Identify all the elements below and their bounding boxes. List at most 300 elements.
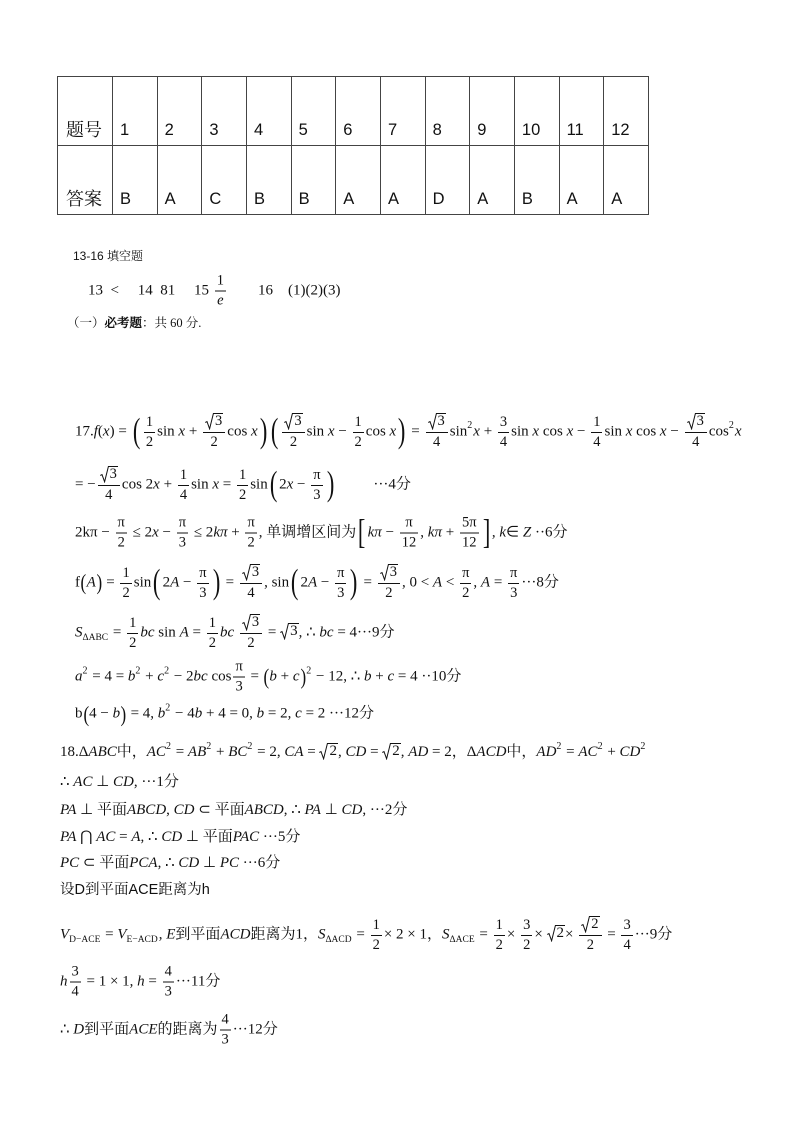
math-text: =: [366, 744, 383, 760]
square-root: [687, 413, 705, 430]
math-text: sin: [191, 476, 213, 493]
superscript: 2: [135, 665, 141, 677]
math-text: b: [75, 705, 83, 722]
math-text: cos: [365, 423, 390, 440]
math-variable: Z: [522, 524, 532, 541]
denominator: [282, 433, 304, 451]
math-variable: S: [75, 624, 83, 641]
square-root: [428, 413, 446, 430]
math-variable: V: [117, 926, 127, 943]
math-variable: CD: [619, 744, 641, 760]
radical-sign-icon: [687, 413, 696, 430]
math-text: 13 < 14 81 15: [88, 282, 213, 299]
math-text: = 1 × 1,: [82, 973, 138, 990]
math-text: =: [101, 926, 118, 943]
math-text: ,: [420, 524, 428, 541]
numerator: [197, 565, 208, 584]
math-text: 4: [221, 1011, 229, 1028]
math-text: =: [303, 744, 320, 760]
numerator: [426, 413, 448, 433]
math-text: =: [475, 926, 492, 943]
math-text: 3: [337, 584, 345, 601]
math-text: 3: [221, 1031, 229, 1048]
fraction: [311, 467, 322, 504]
math-text: =: [603, 926, 620, 943]
q18-step-4: [60, 827, 300, 847]
math-variable: AD: [408, 744, 429, 760]
math-text: 2: [208, 634, 216, 651]
numerator: [215, 273, 226, 292]
math-variable: CD: [113, 774, 134, 790]
numerator: [240, 564, 262, 584]
math-text: + 4 = 0,: [202, 705, 257, 722]
fraction: [508, 565, 519, 602]
square-root: [380, 564, 398, 581]
fraction: [353, 414, 364, 451]
math-text: π: [510, 564, 518, 581]
math-variable: E: [166, 926, 176, 943]
math-text: 4 −: [89, 705, 113, 722]
square-root: [547, 925, 566, 942]
math-text: 1: [593, 413, 601, 430]
math-variable: a: [75, 668, 83, 685]
fraction: [163, 964, 174, 1001]
math-text: +: [185, 423, 202, 440]
math-text: , ∴: [283, 802, 305, 818]
fraction: [197, 565, 208, 602]
radicand: 3: [251, 614, 260, 630]
answer-row: [58, 146, 649, 215]
math-text: 3: [510, 584, 518, 601]
radical-sign-icon: [382, 743, 391, 760]
fraction: [460, 565, 471, 602]
denominator: [521, 936, 532, 954]
math-variable: bc: [219, 624, 235, 641]
math-text: +: [479, 423, 496, 440]
q17-step-3: [75, 515, 567, 552]
math-text: ⊥ 平面: [182, 829, 233, 845]
fraction: [378, 564, 400, 602]
math-text: ···11分: [175, 973, 221, 990]
math-text: 3: [499, 413, 508, 430]
question-number-row: [58, 77, 649, 146]
fraction: [460, 515, 479, 552]
superscript: 2: [306, 665, 312, 677]
math-text: 2: [372, 936, 380, 953]
math-text: −: [666, 423, 683, 440]
fraction: [203, 413, 225, 451]
math-text: sin: [154, 624, 180, 641]
math-variable: h: [137, 973, 145, 990]
math-text: =: [352, 926, 369, 943]
math-variable: CD: [173, 802, 195, 818]
numerator: [498, 414, 509, 433]
denominator: [460, 584, 471, 602]
delimiter: (: [80, 570, 87, 596]
numerator: [685, 413, 707, 433]
numerator: [70, 964, 81, 983]
math-variable: AD: [536, 744, 557, 760]
denominator: [163, 983, 174, 1001]
math-text: 3: [71, 963, 79, 980]
math-text: −: [293, 476, 310, 493]
math-text: π: [337, 564, 345, 581]
math-variable: S: [317, 926, 326, 943]
numerator: [311, 467, 322, 486]
math-text: =: [359, 574, 376, 591]
math-text: 1: [179, 466, 188, 483]
square-root: [319, 743, 338, 760]
math-text: , ∴: [298, 624, 320, 641]
numerator: [163, 964, 174, 983]
subscript: ΔACD: [325, 935, 352, 946]
math-text: 4: [692, 434, 700, 450]
delimiter: ): [300, 664, 306, 690]
math-variable: AC: [578, 744, 598, 760]
square-root: [242, 564, 260, 581]
math-variable: PA: [304, 802, 321, 818]
math-text: −: [317, 574, 334, 591]
section-suffix: ：共 60 分.: [142, 316, 202, 330]
math-text: = −: [75, 476, 96, 493]
math-variable: A: [307, 574, 318, 591]
math-text: =: [246, 668, 263, 685]
math-text: ···6分: [238, 855, 281, 871]
math-variable: AC: [146, 744, 166, 760]
q18-step-3: [60, 800, 407, 820]
denominator: [494, 936, 505, 954]
fraction: [178, 467, 189, 504]
math-text: sin: [133, 574, 152, 591]
math-text: =: [264, 624, 281, 641]
fraction: [498, 414, 509, 451]
question-number-cell: 8: [425, 77, 470, 146]
math-text: 4: [247, 585, 255, 601]
denominator: [579, 936, 601, 954]
math-variable: x: [473, 423, 480, 440]
answer-cell: A: [157, 146, 202, 215]
math-text: ···9分: [634, 926, 673, 943]
math-variable: CD: [161, 829, 183, 845]
math-text: 1: [208, 614, 216, 631]
denominator: [116, 534, 127, 552]
large-delimiter: (: [269, 465, 278, 504]
fraction: [621, 917, 632, 954]
math-text: −: [334, 423, 351, 440]
denominator: [98, 486, 120, 504]
radicand: 2: [329, 743, 337, 759]
radicand: 2: [591, 916, 599, 932]
math-text: −: [179, 574, 196, 591]
radicand: 3: [290, 623, 298, 640]
section-prefix: （一）: [67, 316, 105, 330]
math-variable: PAC: [232, 829, 260, 845]
radicand: 2: [556, 925, 565, 942]
square-root: [205, 413, 223, 430]
numerator: [378, 564, 400, 584]
math-text: π: [313, 466, 321, 483]
fraction: [591, 414, 602, 451]
math-variable: x: [734, 423, 742, 440]
math-text: 3: [178, 534, 187, 551]
radicand: 3: [294, 413, 302, 429]
math-text: ≤ 2: [128, 524, 153, 541]
math-variable: x: [251, 423, 258, 440]
radical-sign-icon: [205, 413, 214, 430]
math-variable: A: [131, 829, 141, 845]
math-variable: CD: [341, 802, 363, 818]
math-text: 设D到平面ACE距离为h: [60, 882, 210, 898]
math-variable: PA: [60, 802, 77, 818]
math-text: 1: [216, 272, 224, 289]
denominator: [591, 433, 602, 451]
numerator: [494, 917, 505, 936]
fraction: [371, 917, 382, 954]
math-text: f: [75, 574, 80, 591]
math-text: 2: [247, 635, 255, 651]
math-text: sin: [511, 423, 533, 440]
answer-cell: B: [291, 146, 336, 215]
subscript: ΔABC: [82, 633, 109, 644]
math-text: = 2,: [253, 744, 285, 760]
math-variable: PC: [219, 855, 239, 871]
math-variable: AC: [96, 829, 116, 845]
superscript: 2: [206, 741, 212, 752]
math-text: 3: [164, 983, 172, 1000]
math-text: ⋂: [76, 829, 97, 845]
math-text: = 4,: [126, 705, 158, 722]
math-text: ∴: [60, 774, 74, 790]
math-text: ≤ 2: [190, 524, 214, 541]
math-text: 到平面: [84, 1021, 130, 1038]
square-root: [284, 413, 302, 430]
math-text: ···8分: [521, 574, 559, 591]
section-heading: [67, 313, 201, 333]
math-text: =: [407, 423, 424, 440]
math-text: 2: [462, 584, 470, 601]
math-text: 2: [129, 634, 137, 651]
numerator: [207, 615, 218, 634]
math-text: cos: [632, 423, 660, 440]
math-text: π: [247, 514, 255, 531]
math-variable: x: [625, 423, 633, 440]
numerator: [177, 515, 188, 534]
numerator: [621, 917, 632, 936]
math-variable: x: [659, 423, 667, 440]
math-text: ⊂ 平面: [194, 802, 245, 818]
denominator: [127, 634, 138, 652]
delimiter: ): [96, 570, 103, 596]
superscript: 2: [597, 741, 603, 752]
numerator: [400, 515, 419, 534]
math-variable: A: [480, 574, 491, 591]
denominator: [220, 1031, 231, 1049]
q18-step-7: [60, 916, 672, 954]
math-text: =: [221, 574, 238, 591]
math-text: = 2,: [264, 705, 296, 722]
math-text: −: [158, 524, 175, 541]
math-text: 18.Δ: [60, 744, 89, 760]
fraction: [237, 467, 248, 504]
q17-step-2: [75, 466, 411, 504]
denominator: [371, 936, 382, 954]
fraction: [98, 466, 120, 504]
math-variable: k: [499, 524, 507, 541]
math-text: 中，: [506, 744, 537, 760]
math-text: 4: [105, 487, 113, 503]
math-text: cos: [227, 423, 252, 440]
superscript: 2: [640, 741, 646, 752]
math-text: = 2 ···12分: [301, 705, 375, 722]
denominator: [233, 678, 244, 696]
math-variable: AB: [187, 744, 207, 760]
math-text: 1: [354, 413, 362, 430]
denominator: [215, 292, 226, 310]
denominator: [240, 584, 262, 602]
denominator: [245, 534, 256, 552]
fraction: [685, 413, 707, 451]
math-variable: CA: [284, 744, 304, 760]
q18-step-9: [60, 1012, 278, 1049]
math-text: 4: [499, 433, 508, 450]
numerator: [98, 466, 120, 486]
fraction: [144, 414, 155, 451]
math-text: 2: [354, 433, 362, 450]
radical-sign-icon: [428, 413, 437, 430]
row-label-answer: 答案: [58, 146, 113, 215]
numerator: [591, 414, 602, 433]
numerator: [460, 515, 479, 534]
math-variable: ACD: [220, 926, 251, 943]
math-text: sin: [449, 423, 468, 440]
math-text: π: [462, 564, 470, 581]
math-text: = 2，Δ: [428, 744, 477, 760]
fraction: [240, 614, 262, 652]
q18-step-5: [60, 853, 280, 873]
math-text: , ···2分: [362, 802, 408, 818]
math-text: −: [573, 423, 590, 440]
numerator: [116, 515, 127, 534]
math-variable: ACE: [129, 1021, 158, 1038]
math-variable: ABCD: [126, 802, 167, 818]
math-text: ,: [473, 574, 481, 591]
math-text: 2: [145, 433, 154, 450]
math-text: cos 2: [121, 476, 154, 493]
superscript: 2: [247, 741, 253, 752]
math-text: ,: [491, 524, 500, 541]
denominator: [335, 584, 346, 602]
fraction: [426, 413, 448, 451]
math-text: 2: [300, 574, 308, 591]
superscript: 2: [728, 420, 734, 432]
delimiter: ): [120, 702, 127, 727]
q17-step-7: [75, 704, 374, 725]
denominator: [508, 584, 519, 602]
math-variable: BC: [228, 744, 248, 760]
math-text: ,: [400, 744, 409, 760]
numerator: [508, 565, 519, 584]
question-number-cell: 1: [113, 77, 158, 146]
math-text: 1: [129, 614, 137, 631]
math-text: 1: [145, 413, 154, 430]
math-text: cos: [708, 423, 729, 440]
math-variable: f: [93, 423, 98, 440]
math-text: π: [117, 514, 125, 531]
math-text: , ∴: [140, 829, 162, 845]
denominator: [144, 433, 155, 451]
math-text: ∴: [60, 1021, 74, 1038]
fraction: [215, 273, 226, 310]
radical-sign-icon: [581, 916, 590, 933]
math-variable: b: [194, 705, 203, 722]
math-text: ×: [506, 926, 520, 943]
math-text: 的距离为: [157, 1021, 218, 1038]
large-delimiter: (: [132, 412, 140, 451]
math-text: 2: [238, 486, 247, 503]
math-text: =: [109, 624, 126, 641]
math-variable: PA: [60, 829, 77, 845]
math-text: +: [441, 524, 458, 541]
math-variable: c: [295, 705, 302, 722]
math-text: ···4分: [335, 476, 411, 493]
math-variable: x: [153, 476, 160, 493]
q17-step-4: [75, 564, 559, 602]
numerator: [220, 1012, 231, 1031]
math-text: +: [227, 524, 244, 541]
question-number-cell: 9: [470, 77, 515, 146]
math-variable: bc: [193, 668, 208, 685]
math-text: − 2: [170, 668, 194, 685]
math-variable: A: [432, 574, 443, 591]
math-variable: x: [327, 423, 335, 440]
numerator: [144, 414, 155, 433]
math-text: ×: [534, 926, 547, 943]
math-text: ⊥: [320, 802, 342, 818]
fraction: [521, 917, 532, 954]
numerator: [240, 614, 262, 634]
denominator: [207, 634, 218, 652]
math-text: 12: [461, 534, 477, 551]
math-variable: x: [532, 423, 540, 440]
math-text: , ∴: [157, 855, 179, 871]
math-variable: x: [212, 476, 219, 493]
large-delimiter: ): [398, 412, 406, 451]
large-delimiter: (: [270, 412, 279, 451]
math-text: ···5分: [259, 829, 301, 845]
question-number-cell: 12: [604, 77, 649, 146]
radical-sign-icon: [242, 564, 251, 581]
math-text: +: [159, 476, 176, 493]
superscript: 2: [467, 420, 473, 432]
fill-in-answers: [88, 273, 340, 310]
answer-cell: B: [246, 146, 291, 215]
math-variable: x: [286, 476, 294, 493]
q18-step-8: [60, 964, 220, 1001]
math-text: , 单调增区间为: [258, 524, 357, 541]
denominator: [203, 433, 225, 451]
math-text: 1: [495, 916, 503, 933]
question-number-cell: 7: [380, 77, 425, 146]
math-variable: A: [86, 574, 96, 591]
q18-step-2: [60, 772, 179, 792]
math-variable: PCA: [129, 855, 158, 871]
math-text: +: [141, 668, 158, 685]
answer-cell: B: [113, 146, 158, 215]
q18-step-6: [60, 880, 210, 900]
large-delimiter: ): [350, 563, 358, 602]
q18-step-1: [60, 742, 646, 762]
math-variable: x: [389, 423, 397, 440]
